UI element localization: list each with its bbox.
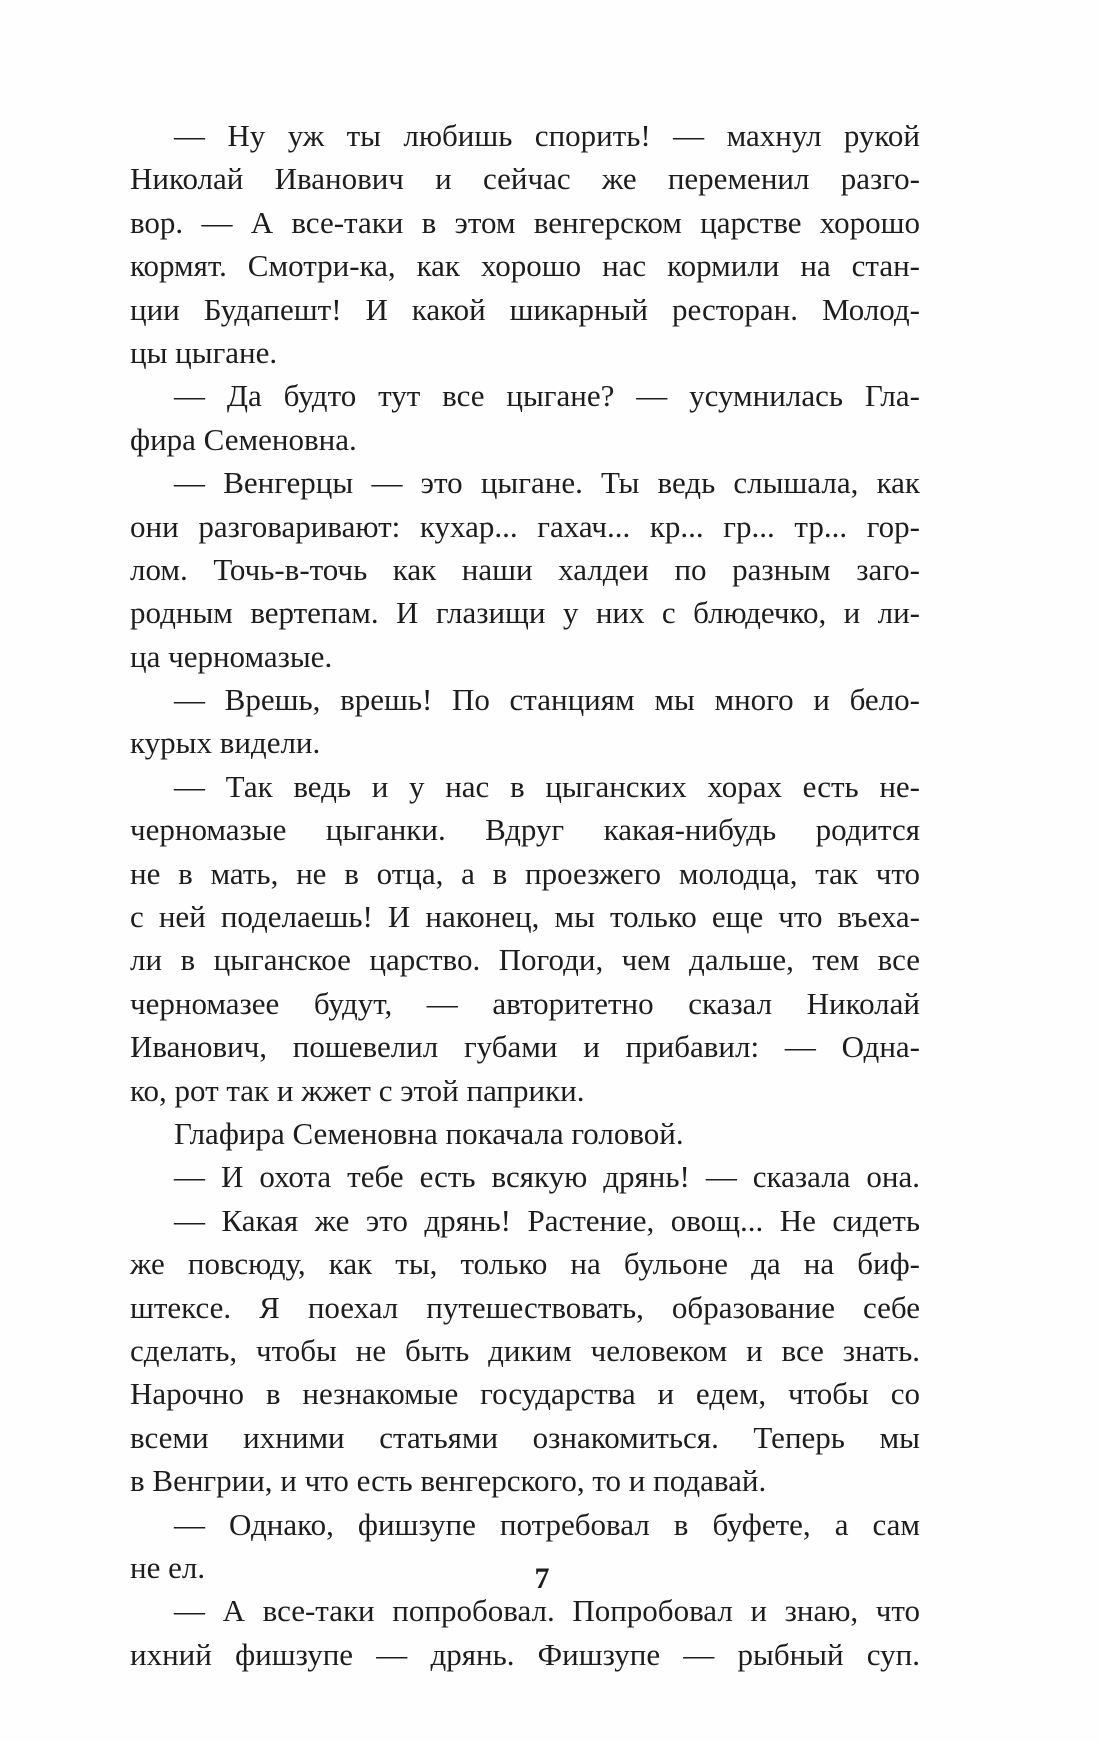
body-text [130,114,920,1676]
text-line: цы цыгане. [130,334,278,370]
text-line: черномазые цыганки. Вдруг какая-нибудь родится [130,812,920,848]
text-line: кормят. Смотри-ка, как хорошо нас кормили на стан- [130,248,920,284]
text-line: — Да будто тут все цыгане? — усумнилась Гла- [174,378,920,414]
text-line: ли в цыганское царство. Погоди, чем дальше, тем все [130,942,920,978]
text-line: всеми ихними статьями ознакомиться. Теперь мы [130,1419,920,1455]
text-line: не ел. [130,1549,206,1585]
text-line: курых видели. [130,725,321,761]
text-line: черномазее будут, — авторитетно сказал Николай [130,985,920,1021]
text-line: в Венгрии, и что есть венгерского, то и подавай. [130,1463,767,1499]
page-number: 7 [534,1562,550,1595]
text-line: — Венгерцы — это цыгане. Ты ведь слышала, как [174,465,920,501]
text-line: родным вертепам. И глазищи у них с блюдечко, и ли- [130,595,920,631]
text-line: — И охота тебе есть всякую дрянь! — сказала она. [174,1159,920,1195]
text-line: Николай Иванович и сейчас же переменил разго- [130,161,920,197]
text-line: — Так ведь и у нас в цыганских хорах есть не- [174,768,920,804]
text-line: — Какая же это дрянь! Растение, овощ... Не сидеть [174,1202,920,1238]
text-line: ко, рот так и жжет с этой паприки. [130,1072,585,1108]
text-line: с ней поделаешь! И наконец, мы только еще что въеха- [130,899,920,935]
text-line: лом. Точь-в-точь как наши халдеи по разным заго- [130,551,920,587]
text-line: Иванович, пошевелил губами и прибавил: — Одна- [130,1029,920,1065]
text-line: — Врешь, врешь! По станциям мы много и бело- [174,682,920,718]
text-line: Нарочно в незнакомые государства и едем, чтобы со [130,1376,920,1412]
text-line: вор. — А все-таки в этом венгерском царстве хорошо [130,204,920,240]
text-line: сделать, чтобы не быть диким человеком и все знать. [130,1332,920,1368]
text-line: фира Семеновна. [130,421,357,457]
text-line: ихний фишзупе — дрянь. Фишзупе — рыбный суп. [130,1636,920,1672]
text-line: не в мать, не в отца, а в проезжего молодца, так что [130,855,920,891]
text-line: они разговаривают: кухар... гахач... кр... гр... тр... гор- [130,508,920,544]
text-line: — Ну уж ты любишь спорить! — махнул рукой [174,118,920,153]
text-line: — Однако, фишзупе потребовал в буфете, а сам [174,1506,920,1542]
text-line: же повсюду, как ты, только на бульоне да на биф- [130,1246,920,1282]
text-line: ца черномазые. [130,638,333,674]
text-line: Глафира Семеновна покачала головой. [174,1115,684,1151]
text-line: — А все-таки попробовал. Попробовал и знаю, что [174,1593,920,1629]
text-line: ции Будапешт! И какой шикарный ресторан. Молод- [130,291,920,327]
text-line: штексе. Я поехал путешествовать, образование себе [130,1289,920,1325]
